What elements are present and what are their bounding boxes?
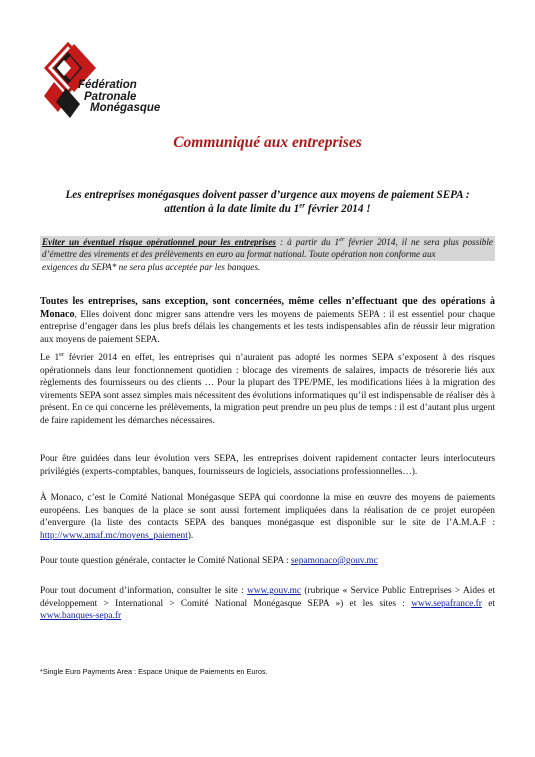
paragraph-monaco	[40, 492, 495, 542]
paragraph-risks-sup: er	[59, 350, 65, 358]
paragraph-concerned-bold: Toutes les entreprises, sans exception, sont concernées, même celles n’effectuant que des opérations à Monaco	[40, 296, 495, 320]
logo-name-line1: Fédération	[78, 79, 137, 91]
paragraph-contact-text: Pour toute question générale, contacter le Comité National SEPA :	[40, 556, 291, 566]
alert-sup: er	[339, 235, 345, 243]
paragraph-documents-text-c: et	[481, 598, 495, 609]
paragraph-risks-text: février 2014 en effet, les entreprises qui n’auraient pas adopté les normes SEPA s’exposent à des risques opérationnels dans leur fonctionnement quotidien : blocage des virements de salaires, impacts de trésorerie liés aux règlements des fournisseurs ou des clients … Pour la plupart des TPE/PME, les modifications liées à la migration des virements SEPA sont assez simples mais nécessitent des évolutions informatiques qu’il est indispensable de réaliser dès à présent. En ce qui concerne les prélèvements, la migration peut prendre un peu plus de temps : il est d’autant plus urgent de faire rapidement les démarches nécessaires.	[40, 353, 496, 426]
paragraph-documents	[40, 585, 495, 623]
footnote: *Single Euro Payments Area : Espace Unique de Paiements en Euros.	[40, 667, 268, 676]
paragraph-monaco-end: ).	[187, 530, 194, 541]
paragraph-concerned	[40, 296, 495, 346]
paragraph-documents-text-b: (rubrique « Service Public Entreprises > Aides et développement > International > Comité National Monégasque SEPA ») et les sites :	[40, 586, 495, 609]
subtitle-line2	[52, 202, 483, 216]
banques-sepa-link[interactable]: www.banques-sepa.fr	[40, 611, 122, 622]
amaf-link[interactable]: http://www.amaf.mc/moyens_paiement	[40, 530, 188, 541]
logo-name-line2: Patronale	[84, 90, 137, 103]
page-title: Communiqué aux entreprises	[173, 134, 362, 151]
paragraph-contact	[40, 555, 495, 568]
paragraph-monaco-text: À Monaco, c’est le Comité National Monégasque SEPA qui coordonne la mise en œuvre des moyens de paiements européens. Les banques de la place se sont aussi fortement impliquées dans la réalisation de ce projet européen d’envergure (la liste des contacts SEPA des banques monégasque est disponible sur le site de l’A.M.A.F :	[40, 493, 495, 529]
subtitle	[52, 188, 483, 216]
alert-box	[40, 236, 495, 273]
alert-text-b: février 2014, il ne sera plus possible d’émettre des virements et des prélèvements en euro au format national. Toute opération non conforme aux	[42, 237, 493, 260]
alert-lead: Eviter un éventuel risque opérationnel pour les entreprises	[42, 237, 276, 247]
alert-tail: exigences du SEPA* ne sera plus acceptée par les banques.	[42, 261, 261, 272]
subtitle-line1: Les entreprises monégasques doivent passer d’urgence aux moyens de paiement SEPA :	[65, 189, 470, 201]
gouv-mc-link[interactable]: www.gouv.mc	[247, 586, 302, 596]
logo-name-line3: Monégasque	[90, 102, 161, 114]
alert-text-a: : à partir du 1	[276, 237, 340, 247]
sepafrance-link[interactable]: www.sepafrance.fr	[411, 598, 482, 609]
paragraph-guidance: Pour être guidées dans leur évolution vers SEPA, les entreprises doivent rapidement contacter leurs interlocuteurs privilégiés (experts-comptables, banques, fournisseurs de logiciels, associations professionnelles…).	[40, 454, 495, 477]
paragraph-risks-start: Le 1	[40, 353, 60, 363]
paragraph-documents-text-a: Pour tout document d’information, consulter le site :	[40, 586, 248, 596]
subtitle-line2-start: attention à la date limite du 1	[164, 203, 300, 215]
subtitle-line2-end: février 2014 !	[305, 203, 371, 215]
logo-name	[78, 80, 198, 115]
subtitle-sup: er	[299, 201, 306, 210]
paragraph-concerned-text: , Elles doivent donc migrer sans attendre vers les moyens de paiements SEPA : il est essentiel pour chaque entreprise d’engager dans les plus brefs délais les changements et les tests indispensables afin de réussir leur migration aux moyens de paiement SEPA.	[40, 309, 495, 345]
alert-highlight	[40, 236, 495, 261]
paragraph-risks	[40, 352, 495, 428]
sepamonaco-email-link[interactable]: sepamonaco@gouv.mc	[290, 556, 378, 566]
